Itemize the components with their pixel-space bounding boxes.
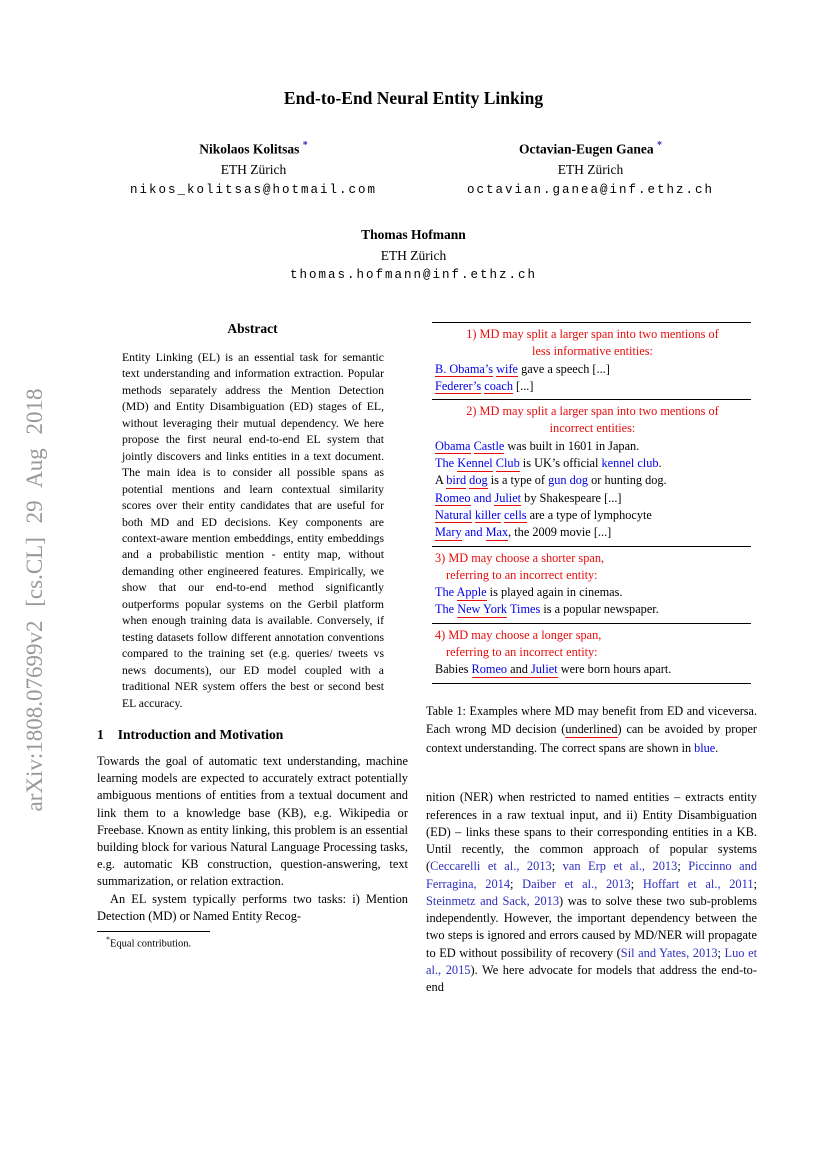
text-span: are a type of lymphocyte [526,507,652,522]
text-span: Babies [435,662,472,677]
author-block-row [85,140,759,197]
entity-span: Kennel [457,456,493,471]
section-heading [97,727,408,743]
footnote-marker: * [106,935,110,944]
entity-span: blue [694,740,716,755]
entity-span: The [435,456,455,471]
author-1 [85,140,422,197]
entity-span: B. Obama’s [435,361,494,376]
citation-link[interactable]: Ceccarelli et al., 2013 [430,859,552,874]
entity-span: Obama [435,438,471,453]
citation-link[interactable]: Steinmetz and Sack, 2013 [426,893,560,908]
text-span: A [435,473,447,488]
table-section-header: referring to an incorrect entity: [446,567,598,582]
table-row [435,601,750,618]
entity-span: Mary [435,525,462,540]
entity-span: kennel club [601,456,659,471]
citation-link[interactable]: van Erp et al., 2013 [562,859,678,874]
author-name [422,140,759,158]
footnote-rule [97,931,210,932]
entity-span: Castle [473,438,505,453]
entity-span: The [435,585,455,600]
text-span: ; [753,876,758,891]
author-2 [422,140,759,197]
entity-span: New York [457,602,508,617]
citation-link[interactable]: Sil and Yates, 2013 [620,945,718,960]
md-examples-table [432,322,751,684]
entity-span: and [473,490,492,505]
table-section [432,624,751,684]
text-span: ; [510,876,523,891]
entity-span: wife [496,361,518,376]
table-caption [426,702,757,758]
underlined-span: underlined [565,722,618,737]
abstract-body: Entity Linking (EL) is an essential task for semantic text understanding and information extraction. Popular methods separately address the Mention Detection (MD) and Entity Disambiguation (ED) stages of EL, without leveraging their mutual dependency. We here propose the first neural end-to-end EL system that jointly discovers and links entities in a text document. The main idea is to consider all possible spans as potential mentions and learn contextual similarity scores over their entity candidates that are useful for both MD and ED decisions. Key components are context-aware mention embeddings, entity embeddings and a probabilistic mention - entity map, without demanding other engineered features. Empirically, we show that our end-to-end method significantly outperforms popular systems on the Gerbil platform when enough training data is available. Conversely, if testing datasets follow different annotation conventions compared to the training set (e.g. queries/ tweets vs news documents), our ED model coupled with a traditional NER system offers the best or second best EL accuracy. [122,351,384,710]
author-affiliation: ETH Zürich [380,247,447,263]
table-row [435,438,750,455]
author-name-text: Octavian-Eugen Ganea [518,141,654,157]
text-span: were born hours apart. [557,662,672,677]
text-span: is a type of [487,473,549,488]
text-span: or hunting dog. [588,473,667,488]
entity-span: Romeo [471,662,508,677]
table-row [435,661,750,678]
table-row [435,507,750,524]
entity-span: and [464,525,483,540]
entity-span: bird [446,473,467,488]
underlined-span: and [507,662,531,677]
section-number: 1 [97,726,104,742]
intro-paragraph-1: Towards the goal of automatic text understanding, machine learning models are expected to accurately extract potentially ambiguous mentions of entities from a textual document and link them to a knowledge base (KB), e.g. Wikipedia or Freebase. Known as entity linking, this problem is an essential building block for various Natural Language Processing tasks, e.g. automatic KB construction, question-answering, text summarization, or relation extraction. [97,753,408,889]
entity-span: killer [474,507,501,522]
table-section-header: referring to an incorrect entity: [446,645,598,660]
table-section-header: 4) MD may choose a longer span, [435,627,602,642]
table-section-header: less informative entities: [532,344,653,359]
entity-span: Juliet [494,490,522,505]
text-span: ; [717,945,725,960]
footnote-text [97,935,408,950]
text-span: ; [677,859,689,874]
text-span: ) was to solve these two sub-problems independently. However, the important dependency between the two steps is ignored and errors caused by MD/NER will propagate to ED without possibility of recovery ( [426,893,757,960]
author-affiliation: ETH Zürich [557,162,624,177]
text-span: . [715,740,719,755]
entity-span: Natural [435,507,472,522]
author-email: thomas.hofmann@inf.ethz.ch [289,268,538,282]
text-span: gave a speech [...] [518,361,610,376]
section-title: Introduction and Motivation [117,726,284,742]
text-span: ) can be avoided by proper context understanding. The correct spans are shown in [426,722,757,755]
text-span: is UK’s official [519,456,602,471]
table-row [435,490,750,507]
table-section-header: 3) MD may choose a shorter span, [435,550,605,565]
entity-span: dog [469,473,488,488]
citation-link[interactable]: Luo et al., 2015 [426,945,758,977]
table-section-header: 1) MD may split a larger span into two mentions of [466,327,719,341]
text-span: by Shakespeare [...] [521,490,622,505]
abstract-heading: Abstract [227,321,278,336]
author-email: nikos_kolitsas@hotmail.com [129,182,378,197]
entity-span: Romeo [435,490,471,505]
text-span: ; [551,859,563,874]
text-span: was built in 1601 in Japan. [504,438,640,453]
entity-span: coach [484,378,513,393]
footnote-text-body: Equal contribution. [110,938,192,950]
text-span: , the 2009 movie [...] [508,525,612,540]
entity-span: The [435,602,455,617]
text-span: ). We here advocate for models that address the end-to-end [426,962,757,995]
entity-span: cells [503,507,527,522]
text-span: nition (NER) when restricted to named entities – extracts entity references in a raw textual input, and ii) Entity Disambiguation (ED) – links these spans to their corresponding entities in a KB. Until recently, the common approach of popular systems ( [426,790,757,874]
table-row [435,472,750,489]
text-span: Table 1: Examples where MD may benefit from ED and viceversa. Each wrong MD decision ( [426,703,757,737]
text-span: ; [630,876,643,891]
author-name-text: Nikolaos Kolitsas [199,141,300,157]
table-section-header: incorrect entities: [549,421,636,436]
table-row [435,584,750,601]
left-column [97,318,408,950]
author-3 [0,227,827,282]
author-affiliation: ETH Zürich [220,162,287,177]
table-section [432,323,751,400]
entity-span: Federer’s [435,378,482,393]
author-email: octavian.ganea@inf.ethz.ch [466,182,715,197]
author-name [85,140,422,158]
citation-link[interactable]: Daiber et al., 2013 [522,876,631,891]
text-span: . [658,456,662,471]
entity-span: gun dog [548,473,589,488]
table-section-header: 2) MD may split a larger span into two mentions of [466,404,719,419]
table-section [432,400,751,546]
right-column [426,315,757,996]
footnote-marker: * [657,140,662,151]
intro-paragraph-2: An EL system typically performs two tasks: i) Mention Detection (MD) or Named Entity Recog- [97,891,408,923]
table-row [435,524,750,541]
text-span: is a popular newspaper. [540,602,659,617]
table-row [435,455,750,472]
arxiv-watermark: arXiv:1808.07699v2 [cs.CL] 29 Aug 2018 [22,388,47,812]
citation-link[interactable]: Hoffart et al., 2011 [642,876,754,891]
entity-span: Max [485,525,509,540]
text-span: is played again in cinemas. [486,585,623,600]
right-column-paragraph [426,789,757,996]
footnote [97,931,408,950]
paper-title: End-to-End Neural Entity Linking [283,88,544,108]
text-span: [...] [512,378,534,393]
entity-span: Apple [456,585,487,600]
table-section [432,547,751,624]
entity-span: Times [509,602,541,617]
table-row [435,378,750,395]
entity-span: Club [495,456,520,471]
footnote-marker: * [302,140,308,151]
table-row [435,361,750,378]
author-name: Thomas Hofmann [361,227,466,242]
entity-span: Juliet [530,662,558,677]
citation-link[interactable]: Piccinno and Ferragina, 2014 [426,859,758,891]
